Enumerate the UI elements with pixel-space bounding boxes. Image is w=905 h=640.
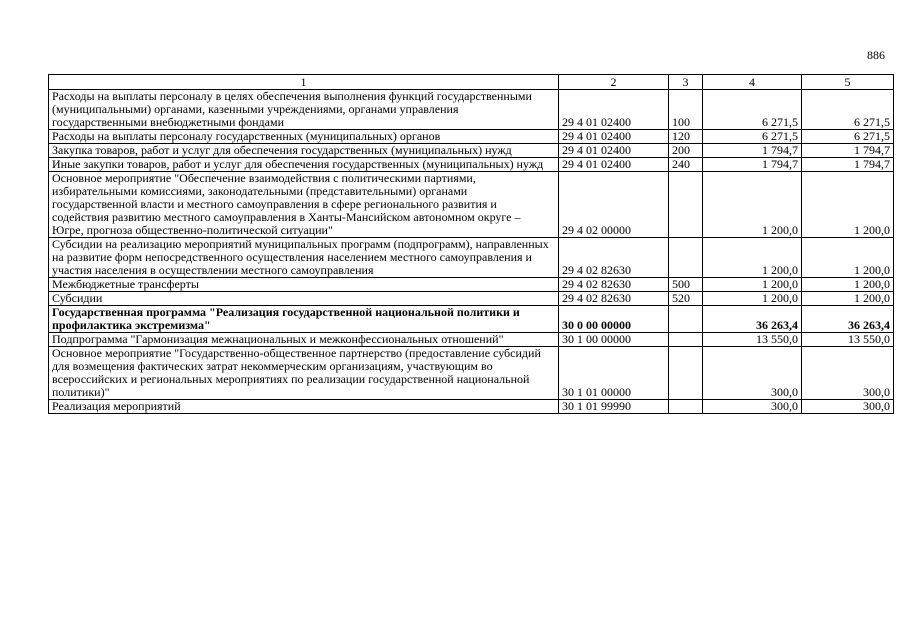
row-value-1-cell: 300,0 (703, 400, 802, 414)
row-type-cell: 200 (669, 144, 703, 158)
row-code-cell: 30 0 00 00000 (559, 306, 669, 333)
row-name-cell: Основное мероприятие "Государственно-общественное партнерство (предоставление субсидий для возмещения фактических затрат некоммерческим организациям, участвующим во всероссийских и региональных мероприятиях по реализации государственной национальной политики)" (49, 347, 559, 400)
budget-table (48, 74, 894, 414)
row-value-2-cell: 1 200,0 (802, 172, 894, 238)
row-value-1-cell: 1 200,0 (703, 172, 802, 238)
row-type-cell (669, 238, 703, 278)
row-type-cell: 520 (669, 292, 703, 306)
table-row (49, 292, 894, 306)
row-code-cell: 29 4 01 02400 (559, 130, 669, 144)
table-row (49, 306, 894, 333)
row-code-cell: 29 4 01 02400 (559, 90, 669, 130)
table-row (49, 347, 894, 400)
row-value-1-cell: 1 200,0 (703, 278, 802, 292)
row-type-cell: 100 (669, 90, 703, 130)
row-value-1-cell: 36 263,4 (703, 306, 802, 333)
row-code-cell: 29 4 02 00000 (559, 172, 669, 238)
row-value-1-cell: 1 200,0 (703, 238, 802, 278)
row-type-cell: 240 (669, 158, 703, 172)
row-type-cell (669, 347, 703, 400)
row-name-cell: Подпрограмма "Гармонизация межнациональных и межконфессиональных отношений" (49, 333, 559, 347)
row-name-cell: Закупка товаров, работ и услуг для обеспечения государственных (муниципальных) нужд (49, 144, 559, 158)
row-code-cell: 29 4 01 02400 (559, 158, 669, 172)
row-value-1-cell: 300,0 (703, 347, 802, 400)
row-name-cell: Государственная программа "Реализация государственной национальной политики и профилактика экстремизма" (49, 306, 559, 333)
table-row (49, 333, 894, 347)
row-value-2-cell: 300,0 (802, 347, 894, 400)
row-code-cell: 29 4 02 82630 (559, 238, 669, 278)
header-col-1: 1 (49, 75, 559, 90)
header-col-4: 4 (703, 75, 802, 90)
row-code-cell: 30 1 01 00000 (559, 347, 669, 400)
row-value-1-cell: 6 271,5 (703, 90, 802, 130)
header-col-5: 5 (802, 75, 894, 90)
row-name-cell: Основное мероприятие "Обеспечение взаимодействия с политическими партиями, избирательными комиссиями, законодательными (представительными) органами государственной власти и местного самоуправления в сфере регионального развития и содействия развитию местного самоуправления в Ханты-Мансийском автономном округе – Югре, прогноза общественно-политической ситуации" (49, 172, 559, 238)
table-row (49, 130, 894, 144)
row-code-cell: 29 4 01 02400 (559, 144, 669, 158)
row-code-cell: 30 1 00 00000 (559, 333, 669, 347)
row-value-1-cell: 1 794,7 (703, 158, 802, 172)
table-row (49, 172, 894, 238)
row-code-cell: 30 1 01 99990 (559, 400, 669, 414)
row-value-1-cell: 13 550,0 (703, 333, 802, 347)
row-name-cell: Субсидии (49, 292, 559, 306)
row-type-cell (669, 172, 703, 238)
table-row (49, 90, 894, 130)
row-value-1-cell: 1 200,0 (703, 292, 802, 306)
row-value-2-cell: 1 200,0 (802, 292, 894, 306)
table-row (49, 400, 894, 414)
table-row (49, 278, 894, 292)
row-name-cell: Субсидии на реализацию мероприятий муниципальных программ (подпрограмм), направленных на развитие форм непосредственного осуществления населением местного самоуправления и участия населения в осуществлении местного самоуправления (49, 238, 559, 278)
row-value-2-cell: 1 794,7 (802, 144, 894, 158)
table-header-row (49, 75, 894, 90)
row-value-2-cell: 13 550,0 (802, 333, 894, 347)
row-type-cell (669, 400, 703, 414)
row-value-2-cell: 300,0 (802, 400, 894, 414)
header-col-2: 2 (559, 75, 669, 90)
row-name-cell: Расходы на выплаты персоналу государственных (муниципальных) органов (49, 130, 559, 144)
row-type-cell (669, 333, 703, 347)
row-value-2-cell: 1 200,0 (802, 278, 894, 292)
row-type-cell: 120 (669, 130, 703, 144)
row-type-cell (669, 306, 703, 333)
row-type-cell: 500 (669, 278, 703, 292)
table-row (49, 238, 894, 278)
row-value-2-cell: 6 271,5 (802, 90, 894, 130)
header-col-3: 3 (669, 75, 703, 90)
row-value-2-cell: 1 794,7 (802, 158, 894, 172)
row-code-cell: 29 4 02 82630 (559, 278, 669, 292)
table-row (49, 144, 894, 158)
row-value-2-cell: 36 263,4 (802, 306, 894, 333)
row-name-cell: Иные закупки товаров, работ и услуг для обеспечения государственных (муниципальных) нужд (49, 158, 559, 172)
row-name-cell: Расходы на выплаты персоналу в целях обеспечения выполнения функций государственными (муниципальными) органами, казенными учреждениями, органами управления государственными внебюджетными фондами (49, 90, 559, 130)
row-name-cell: Реализация мероприятий (49, 400, 559, 414)
row-value-2-cell: 1 200,0 (802, 238, 894, 278)
row-value-2-cell: 6 271,5 (802, 130, 894, 144)
row-value-1-cell: 1 794,7 (703, 144, 802, 158)
page-number: 886 (867, 48, 885, 62)
row-name-cell: Межбюджетные трансферты (49, 278, 559, 292)
row-value-1-cell: 6 271,5 (703, 130, 802, 144)
table-row (49, 158, 894, 172)
row-code-cell: 29 4 02 82630 (559, 292, 669, 306)
